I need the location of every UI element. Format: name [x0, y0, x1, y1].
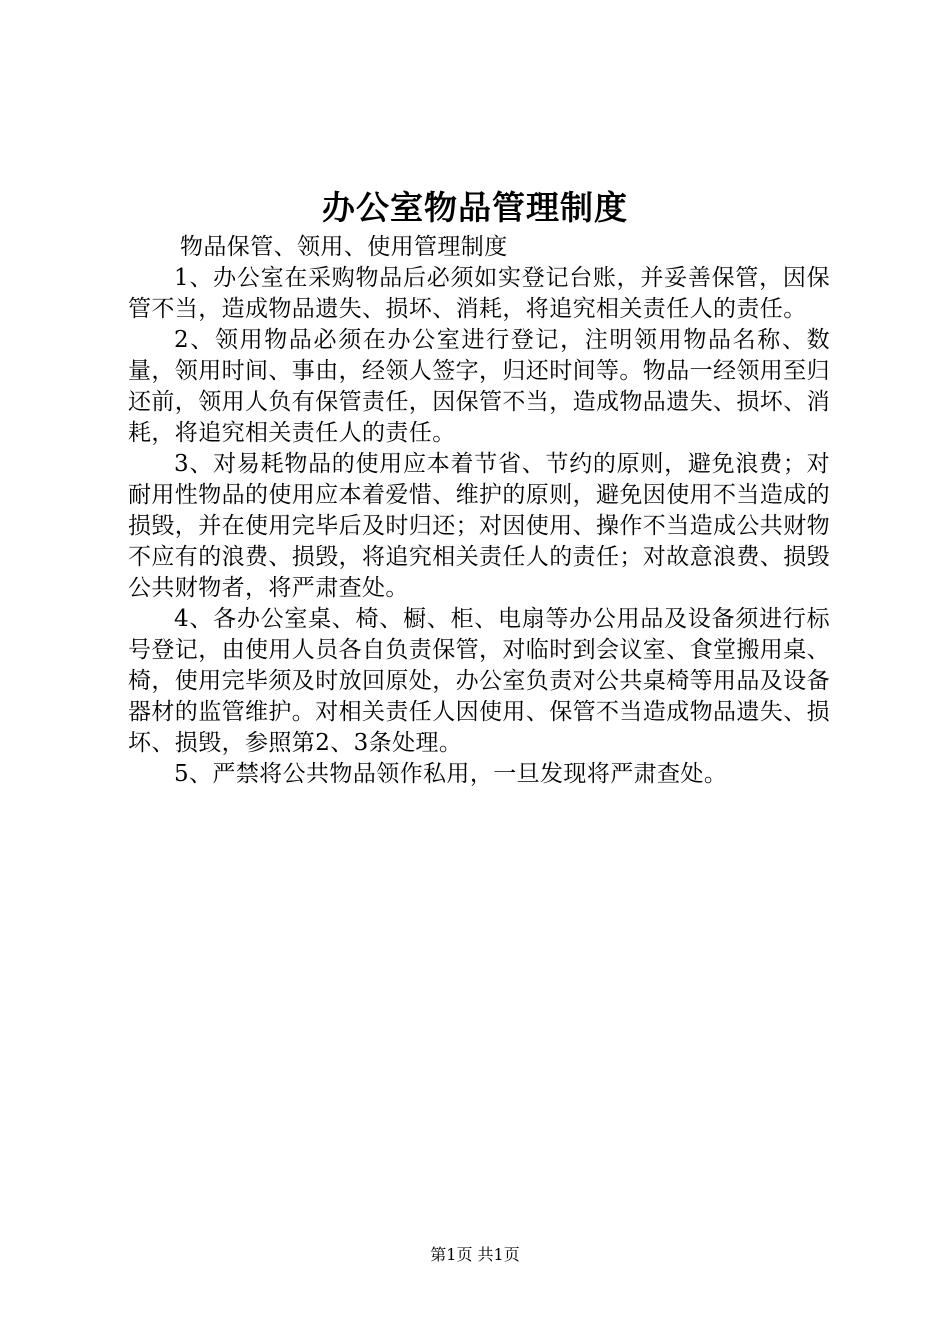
document-subtitle: 物品保管、领用、使用管理制度	[180, 234, 508, 260]
paragraph-3: 3、对易耗物品的使用应本着节省、节约的原则，避免浪费；对耐用性物品的使用应本着爱惜、维护的原则，避免因使用不当造成的损毁，并在使用完毕后及时归还；对因使用、操作不当造成公共财物不应有的浪费、损毁，将追究相关责任人的责任；对故意浪费、损毁公共财物者，将严肃查处。	[128, 451, 830, 601]
page-footer: 第1页 共1页	[430, 1245, 520, 1264]
paragraph-1: 1、办公室在采购物品后必须如实登记台账，并妥善保管，因保管不当，造成物品遗失、损坏、消耗，将追究相关责任人的责任。	[128, 265, 830, 322]
paragraph-4: 4、各办公室桌、椅、橱、柜、电扇等办公用品及设备须进行标号登记，由使用人员各自负责保管，对临时到会议室、食堂搬用桌、椅，使用完毕须及时放回原处，办公室负责对公共桌椅等用品及设备器材的监管维护。对相关责任人因使用、保管不当造成物品遗失、损坏、损毁，参照第2、3条处理。	[128, 606, 830, 756]
document-title: 办公室物品管理制度	[322, 188, 628, 227]
paragraph-2: 2、领用物品必须在办公室进行登记，注明领用物品名称、数量，领用时间、事由，经领人签字，归还时间等。物品一经领用至归还前，领用人负有保管责任，因保管不当，造成物品遗失、损坏、消耗，将追究相关责任人的责任。	[128, 327, 830, 446]
document-body	[128, 232, 830, 790]
paragraph-5: 5、严禁将公共物品领作私用，一旦发现将严肃查处。	[174, 761, 728, 787]
